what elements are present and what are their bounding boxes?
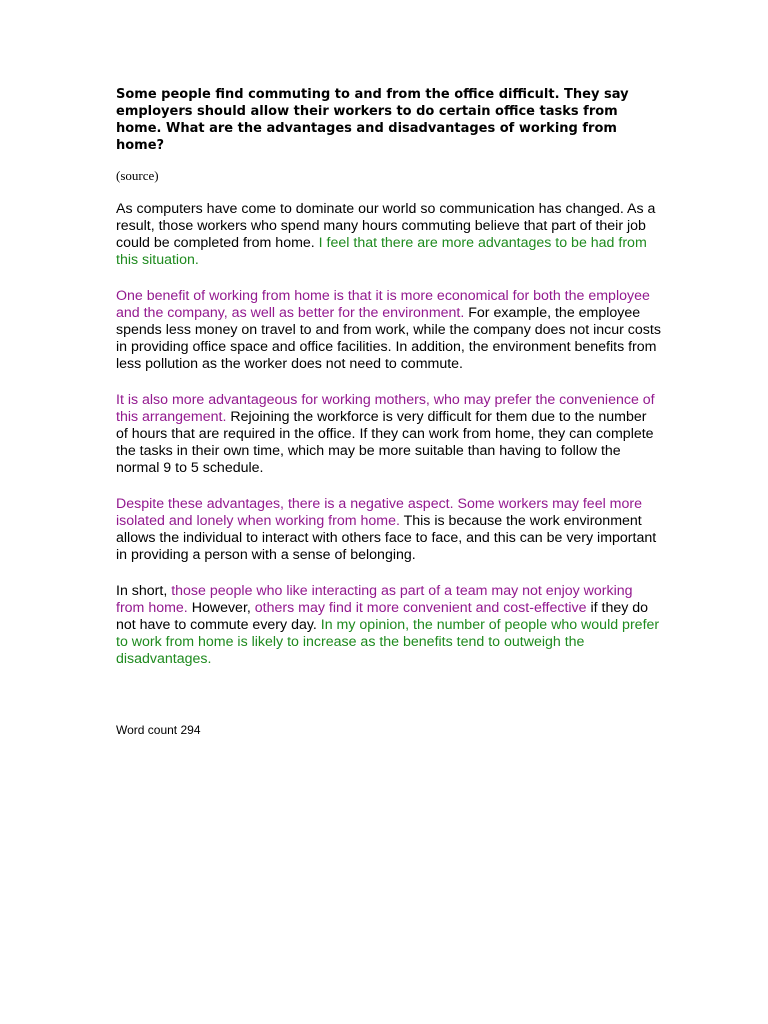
text-span: This is because the work environment allows the individual to interact with others face to face, and this can be very important in providing a person with a sense of belonging. [116,513,657,563]
highlight-thesis: In my opinion, the number of people who would prefer to work from home is likely to increase as the benefits tend to outweigh the disadvantages. [116,617,660,667]
essay-prompt: Some people find commuting to and from the office difficult. They say employers should allow their workers to do certain office tasks from home. What are the advantages and disadvantages of working from home? [116,87,629,153]
paragraph-body-3 [116,496,661,564]
paragraph-body-2 [116,392,661,477]
highlight-topic: It is also more advantageous for working mothers, who may prefer the convenience of this arrangement. [116,392,655,425]
text-span: However, [187,600,255,616]
source-note: (source) [116,168,159,183]
text-span: Rejoining the workforce is very difficult for them due to the number of hours that are required in the office. If they can work from home, they can complete the tasks in their own time, which may be more suitable than having to follow the normal 9 to 5 schedule. [116,409,654,476]
document-page [116,86,661,738]
text-span: As computers have come to dominate our world so communication has changed. As a result, those workers who spend many hours commuting believe that part of their job could be completed from home. [116,201,656,251]
highlight-topic: Despite these advantages, there is a negative aspect. Some workers may feel more isolated and lonely when working from home. [116,496,642,529]
text-span: In short, [116,583,172,599]
highlight-topic: One benefit of working from home is that it is more economical for both the employee and the company, as well as better for the environment. [116,288,650,321]
text-span: if they do not have to commute every day. [116,600,649,633]
word-count: Word count 294 [116,723,201,737]
paragraph-intro [116,201,661,269]
highlight-topic: those people who like interacting as part of a team may not enjoy working from home. [116,583,633,616]
highlight-thesis: I feel that there are more advantages to be had from this situation. [116,235,647,268]
paragraph-body-1 [116,288,661,373]
paragraph-conclusion [116,583,661,668]
highlight-topic: others may find it more convenient and cost-effective [254,600,587,616]
text-span: For example, the employee spends less money on travel to and from work, while the company does not incur costs in providing office space and office facilities. In addition, the environment benefits from less pollution as the worker does not need to commute. [116,305,661,372]
